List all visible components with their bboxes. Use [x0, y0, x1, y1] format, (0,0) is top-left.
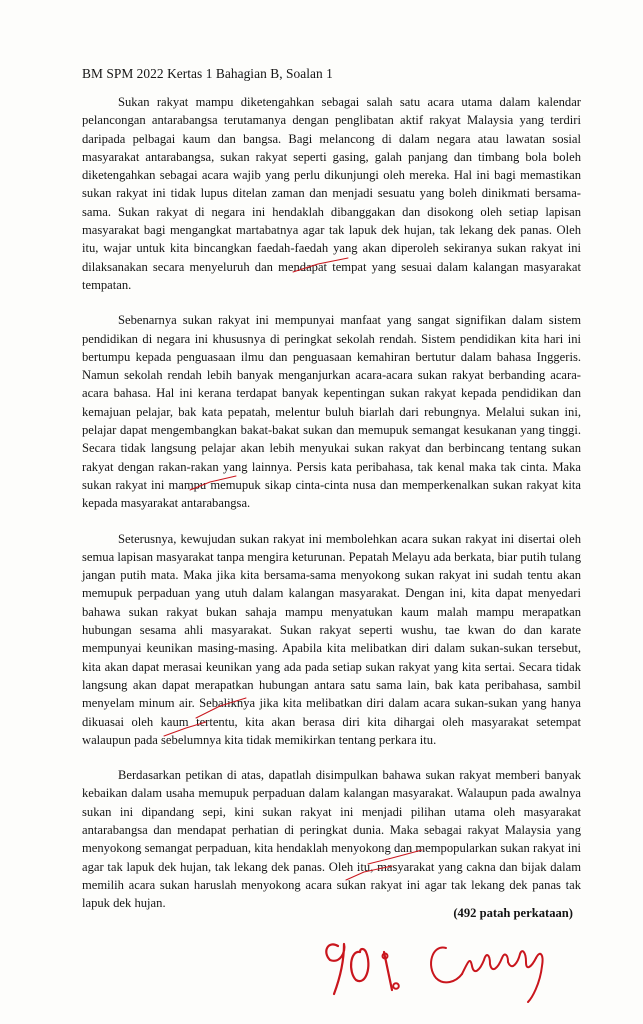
essay-title: BM SPM 2022 Kertas 1 Bahagian B, Soalan 1: [82, 66, 333, 81]
grade-annotation: [326, 944, 399, 994]
marker-signature: [431, 948, 542, 1002]
word-count: (492 patah perkataan): [453, 906, 573, 920]
essay-body: [82, 93, 581, 929]
paragraph-unity: Seterusnya, kewujudan sukan rakyat ini membolehkan acara sukan rakyat ini disertai oleh semua lapisan masyarakat tanpa mengira keturunan. Pepatah Melayu ada berkata, biar putih tulang jangan putih mata. Maka jika kita bersama-sama menyokong sukan rakyat ini sudah tentu akan memupuk perpaduan yang utuh dalam kalangan masyarakat. Dengan ini, kita dapat menyedari bahawa sukan rakyat bukan sahaja mampu menyatukan kaum malah mampu merapatkan hubungan sesama ahli masyarakat. Sukan rakyat seperti wushu, tae kwan do dan karate mempunyai keunikan masing-masing. Apabila kita melibatkan diri dalam sukan-sukan tersebut, kita akan dapat merasai keunikan yang ada pada setiap sukan rakyat yang kita sertai. Secara tidak langsung akan dapat merapatkan hubungan antara satu sama lain, bak kata peribahasa, sambil menyelam minum air. Sebaliknya jika kita melibatkan diri dalam acara sukan-sukan yang hanya dikuasai oleh kaum tertentu, kita akan berasa diri kita dihargai oleh masyarakat setempat walaupun pada sebelumnya kita tidak memikirkan tentang perkara itu.: [82, 531, 581, 747]
paragraph-conclusion: Berdasarkan petikan di atas, dapatlah disimpulkan bahawa sukan rakyat memberi banyak kebaikan dalam usaha memupuk perpaduan dalam kalangan masyarakat. Walaupun pada awalnya sukan ini dipandang sepi, kini sukan rakyat ini menjadi pilihan utama oleh masyarakat antarabangsa dan mendapat perhatian di peringkat dunia. Maka sebagai rakyat Malaysia yang menyokong semangat perpaduan, kita hendaklah menyokong dan mempopularkan sukan rakyat ini agar tak lapuk dek hujan, tak lekang dek panas. Oleh itu, masyarakat yang cakna dan bijak dalam memilih acara sukan haruslah menyokong acara sukan rakyat ini agar tak lekang dek panas tak lapuk dek hujan.: [82, 768, 581, 911]
paragraph-introduction: Sukan rakyat mampu diketengahkan sebagai salah satu acara utama dalam kalendar pelancongan antarabangsa terutamanya dengan penglibatan aktif rakyat Malaysia yang terdiri daripada pelbagai kaum dan bangsa. Bagi melancong di dalam negara atau lawatan sosial masyarakat antarabangsa, sukan rakyat seperti gasing, galah panjang dan timbang bola boleh diketengahkan sebagai acara wajib yang perlu dikunjungi oleh mereka. Hal ini bagi memastikan sukan rakyat ini tidak lupus ditelan zaman dan menjadi sesuatu yang boleh dinikmati bersama-sama. Sukan rakyat di negara ini hendaklah dibanggakan dan disokong oleh setiap lapisan masyarakat bagi mengangkat martabatnya agar tak lapuk dek hujan, tak lekang dek panas. Oleh itu, wajar untuk kita bincangkan faedah-faedah yang akan diperoleh sekiranya sukan rakyat ini dilaksanakan secara menyeluruh dan mendapat tempat yang sesuai dalam kalangan masyarakat tempatan.: [82, 95, 581, 292]
paragraph-education: Sebenarnya sukan rakyat ini mempunyai manfaat yang sangat signifikan dalam sistem pendidikan di negara ini khususnya di peringkat sekolah rendah. Sistem pendidikan kita hari ini bertumpu kepada penguasaan ilmu dan penguasaan kemahiran bertutur dalam bahasa Inggeris. Namun sekolah rendah lebih banyak menganjurkan acara-acara sukan rakyat berbanding acara-acara bahasa. Hal ini kerana terdapat banyak kepentingan sukan rakyat kepada pendidikan dan kemajuan pelajar, bak kata pepatah, melentur buluh biarlah dari rebungnya. Melalui sukan ini, pelajar dapat mengembangkan bakat-bakat sukan dan memupuk semangat kesukanan yang tinggi. Secara tidak langsung pelajar akan lebih menyukai sukan rakyat dan berbincang tentang sukan rakyat dengan rakan-rakan yang lainnya. Persis kata peribahasa, tak kenal maka tak cinta. Maka sukan rakyat ini mampu memupuk sikap cinta-cinta nusa dan memperkenalkan sukan rakyat kita kepada masyarakat antarabangsa.: [82, 313, 581, 511]
